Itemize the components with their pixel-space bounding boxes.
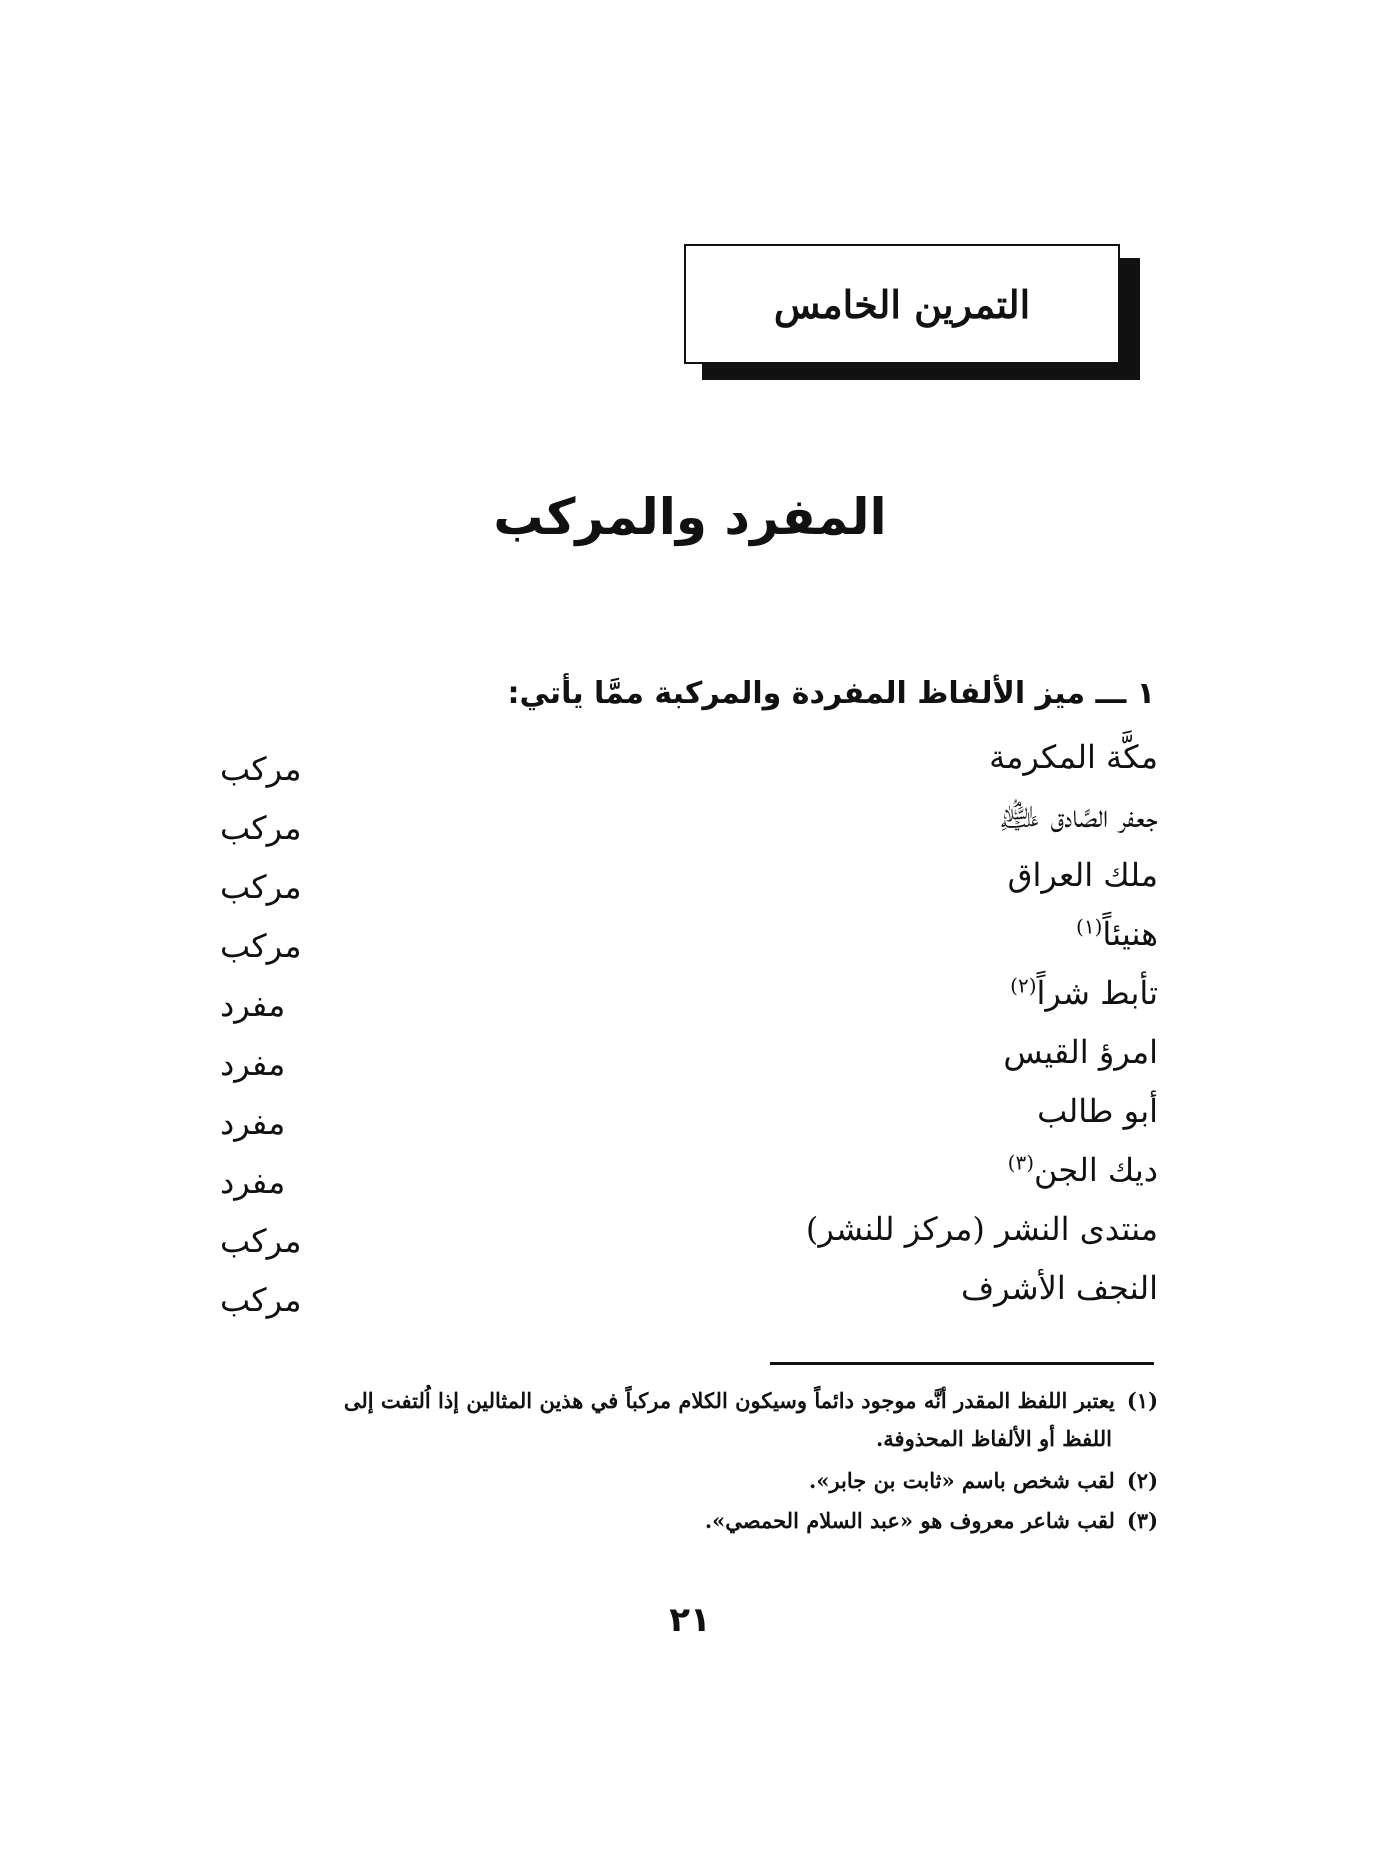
footnote-number: (١): [1126, 1388, 1158, 1413]
list-item: [220, 738, 1158, 798]
item-term: أبو طالب: [1037, 1092, 1158, 1130]
item-answer: مركب: [220, 1222, 302, 1260]
footnote-number: (٢): [1126, 1468, 1158, 1493]
page-heading: المفرد والمركب: [493, 488, 887, 546]
footnote-1: [218, 1382, 1158, 1458]
item-answer: مفرد: [220, 1045, 286, 1083]
item-term: تأبط شراً$^{(٢)}$: [1010, 973, 1158, 1012]
item-term: النجف الأشرف: [960, 1269, 1158, 1307]
footnote-text: لقب شخص باسم «ثابت بن جابر».: [809, 1468, 1115, 1493]
item-term: ديك الجن$^{(٣)}$: [1007, 1150, 1158, 1189]
page-number: ٢١: [669, 1600, 711, 1640]
footnote-text: يعتبر اللفظ المقدر أنَّه موجود دائماً وسيكون الكلام مركباً في هذين المثالين إذا اُلتفت إلى: [343, 1388, 1115, 1413]
item-answer: مركب: [220, 1281, 302, 1319]
list-item: [220, 1092, 1158, 1152]
item-answer: مركب: [220, 809, 302, 847]
item-answer: مركب: [220, 868, 302, 906]
list-item: [220, 974, 1158, 1034]
footnote-3: [218, 1502, 1158, 1540]
exercise-title-box: [684, 244, 1120, 364]
item-answer: مفرد: [220, 1104, 286, 1142]
footnote-ref: (٣): [1007, 1150, 1035, 1175]
footnote-ref: (٢): [1010, 973, 1037, 998]
item-answer: مفرد: [220, 1163, 286, 1201]
list-item: [220, 915, 1158, 975]
footnote-text: لقب شاعر معروف هو «عبد السلام الحمصي».: [704, 1508, 1115, 1533]
item-term: منتدى النشر (مركز للنشر): [805, 1210, 1158, 1248]
exercise-title: التمرين الخامس: [773, 281, 1031, 327]
list-item: [220, 1210, 1158, 1270]
item-answer: مفرد: [220, 986, 286, 1024]
list-item: [220, 797, 1158, 857]
item-term: ملك العراق: [1007, 856, 1158, 894]
item-term: هنيئاً$^{(١)}$: [1076, 914, 1158, 953]
list-item: [220, 1033, 1158, 1093]
item-answer: مركب: [220, 927, 302, 965]
question-text: ١ ـــ ميز الألفاظ المفردة والمركبة ممَّا يأتي:: [507, 676, 1155, 711]
item-term: امرؤ القيس: [1003, 1033, 1158, 1071]
item-term: جعفر الصَّادق ﵇: [999, 797, 1158, 835]
footnote-divider: [770, 1362, 1154, 1365]
footnote-2: [218, 1462, 1158, 1500]
item-term: مكَّة المكرمة: [989, 738, 1158, 776]
item-answer: مركب: [220, 750, 302, 788]
footnote-ref: (١): [1076, 914, 1103, 939]
footnote-number: (٣): [1126, 1508, 1158, 1533]
list-item: [220, 1269, 1158, 1329]
footnote-text-continued: اللفظ أو الألفاظ المحذوفة.: [875, 1426, 1112, 1451]
list-item: [220, 1151, 1158, 1211]
list-item: [220, 856, 1158, 916]
